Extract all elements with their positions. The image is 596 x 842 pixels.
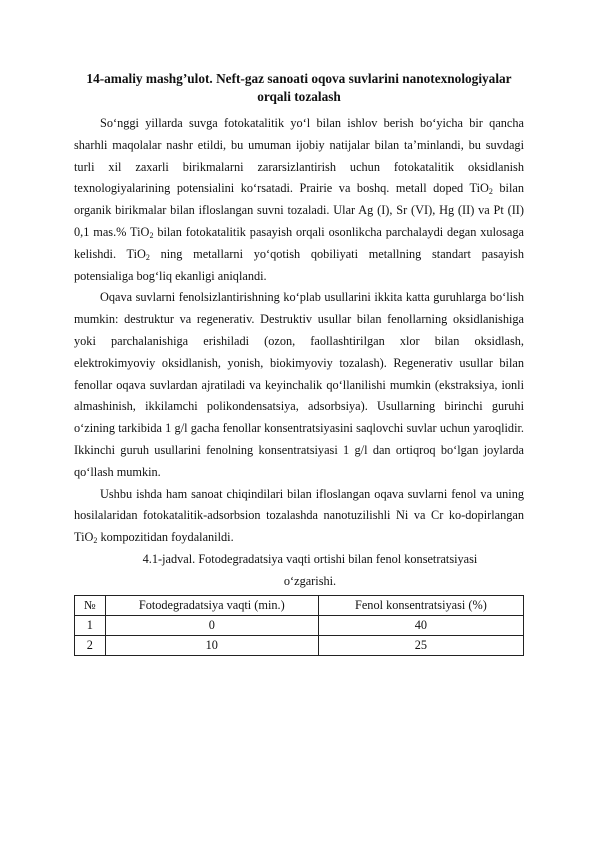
table-header-cell: Fotodegradatsiya vaqti (min.): [105, 595, 318, 615]
table-header-cell: Fenol konsentratsiyasi (%): [318, 595, 523, 615]
table-caption-line-1: 4.1-jadval. Fotodegradatsiya vaqti ortishi bilan fenol konsetratsiyasi: [142, 551, 478, 566]
table-header-row: [75, 595, 524, 615]
table-cell: 0: [105, 615, 318, 635]
table-cell: 1: [75, 615, 106, 635]
paragraph-1-text: So‘nggi yillarda suvga fotokatalitik yo‘l bilan ishlov berish bo‘yicha bir qancha sharhli maqolalar nashr etildi, bu umuman ijobiy natijalar bilan ta’minlandi, bu suvdagi turli xil zaxarli birikmalarni zararsizlantirish uchun fotokatalitik oksidlanish texnologiyalarining potensialini ko‘rsatadi. Prairie va boshq. metall doped TiO: [74, 116, 524, 196]
paragraph-3-text: kompozitidan foydalanildi.: [97, 530, 234, 545]
paragraph-1-text: bilan organik birikmalar bilan ifloslangan suvni tozaladi. Ular Ag (I), Sr (VI), Hg (II) va Pt (II) 0,1 mas.% TiO: [74, 181, 524, 239]
paragraph-1-text: ning metallarni yo‘qotish qobiliyati metallning standart pasayish potensialiga bog‘liq ekanligi aniqlandi.: [74, 246, 524, 283]
subscript: 2: [93, 536, 98, 546]
document-page: [74, 70, 524, 656]
table-cell: 2: [75, 635, 106, 655]
paragraph-3-text: Ushbu ishda ham sanoat chiqindilari bilan ifloslangan oqava suvlarni fenol va uning hosilalaridan fotokatalitik-adsorbsion tozalashda nanotuzilishli Ni va Cr ko-dopirlangan TiO: [74, 486, 524, 545]
paragraph-1: [74, 113, 524, 287]
data-table: [74, 595, 524, 656]
paragraph-3: [74, 484, 524, 549]
table-row: [75, 635, 524, 655]
subscript: 2: [145, 252, 150, 262]
table-row: [75, 615, 524, 635]
paragraph-2: Oqava suvlarni fenolsizlantirishning ko‘plab usullarini ikkita katta guruhlarga bo‘lish mumkin: destruktur va regenerativ. Destruktiv usullar bilan fenollarning oksidlanishiga yoki parchalanishiga erishiladi (ozon, faollashtirilgan xlor bilan oksidlash, elektrokimyoviy oksidlanish, yonish, biokimyoviy tozalash). Regenerativ usullar bilan fenollar oqava suvlardan ajratiladi va keyinchalik qo‘llanilishi mumkin (ekstraksiya, ionli almashinish, ikkilamchi polikondensatsiya, adsorbsiya). Usullarning birinchi guruhi o‘zining tarkibida 1 g/l gacha fenollar konsentratsiyasini saqlovchi suvlar uchun yaroqlidir. Ikkinchi guruh usullarini fenolning konsentratsiyasi 1 g/l dan ortiqroq bo‘lgan joylarda qo‘llash mumkin.: [74, 290, 524, 479]
table-header-cell: №: [75, 595, 106, 615]
table-cell: 10: [105, 635, 318, 655]
table-cell: 25: [318, 635, 523, 655]
table-cell: 40: [318, 615, 523, 635]
page-title: 14-amaliy mashg’ulot. Neft-gaz sanoati oqova suvlarini nanotexnologiyalar orqali tozalash: [86, 71, 512, 104]
subscript: 2: [488, 187, 493, 197]
subscript: 2: [149, 230, 154, 240]
table-caption: [74, 549, 524, 593]
table-caption-line-2: o‘zgarishi.: [283, 573, 337, 588]
paragraph-1-text: bilan fotokatalitik pasayish orqali osonlikcha parchalaydi degan xulosaga kelishdi. TiO: [74, 224, 524, 261]
